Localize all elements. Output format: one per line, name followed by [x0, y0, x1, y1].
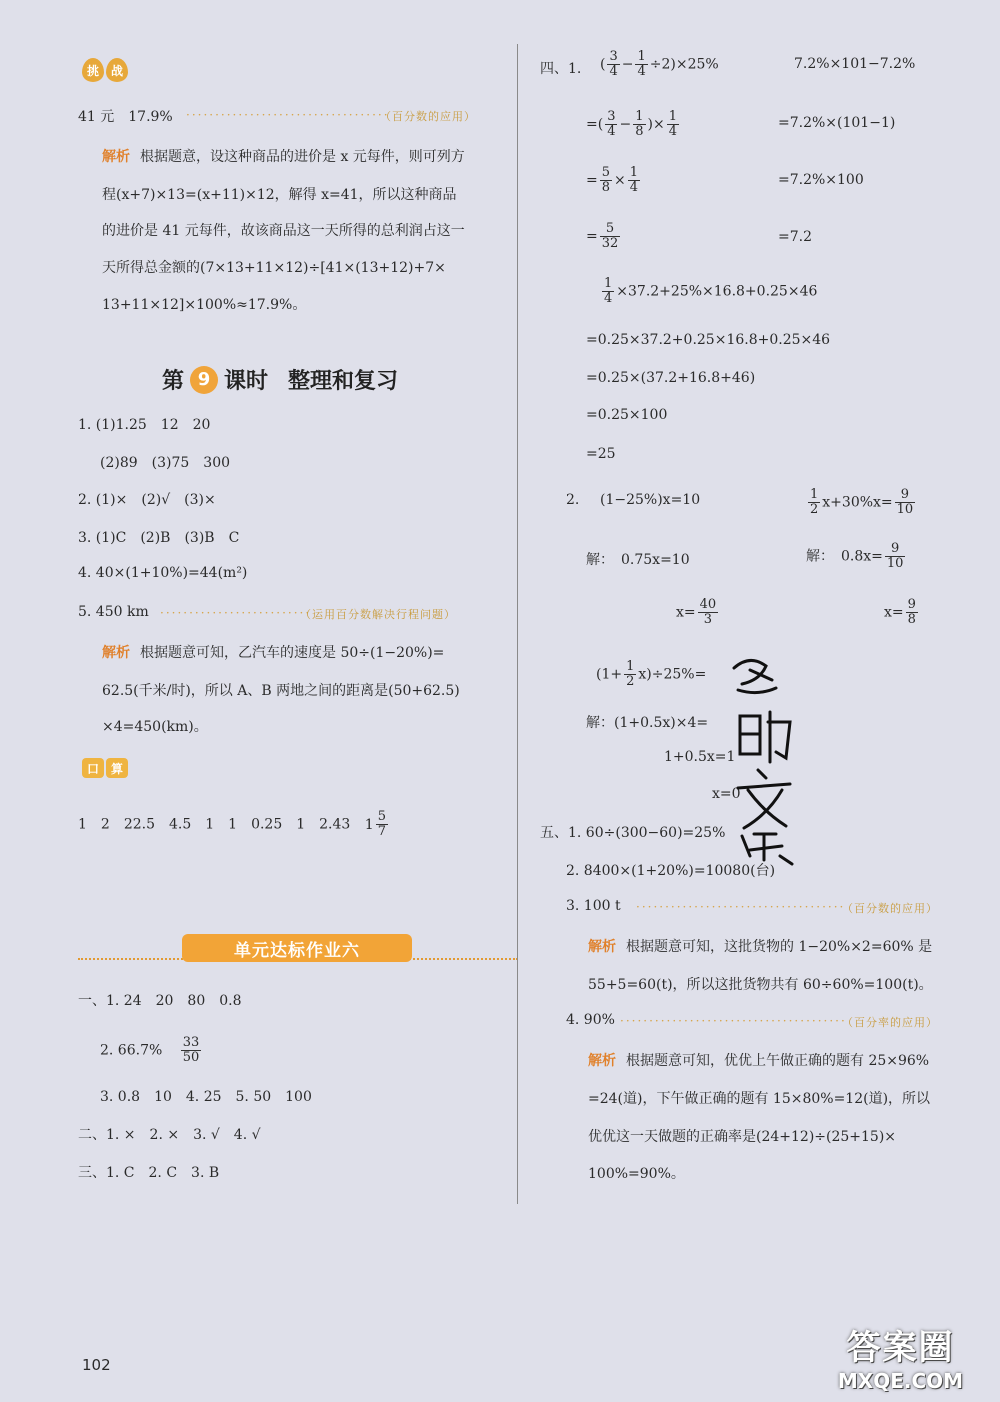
frac: $\frac{3}{4}$: [609, 49, 618, 79]
answer-2: 2. (1)× (2)√ (3)×: [78, 492, 216, 508]
frac: $\frac{3}{4}$: [607, 109, 616, 139]
eq-label: 2.: [566, 492, 580, 508]
lesson-title: [162, 364, 398, 395]
eq1-line-3: x= $\frac{40}{3}$: [676, 597, 717, 627]
lesson-name: 整理和复习: [288, 369, 399, 394]
dotted-leader: ···································: [186, 108, 390, 122]
challenge-analysis-line-2: 程(x+7)×13=(x+11)×12，解得 x=41，所以这种商品: [102, 187, 457, 203]
answer-3: 3. (1)C (2)B (3)B C: [78, 530, 240, 546]
calc2-line-4: =7.2: [778, 229, 812, 245]
lesson-prefix: 第: [162, 369, 185, 394]
frac: $\frac{9}{10}$: [896, 487, 914, 517]
calc1-line-3: = $\frac{5}{8}$ × $\frac{1}{4}$: [586, 165, 639, 195]
unit-banner: [78, 930, 518, 966]
unit-line-3: 3. 0.8 10 4. 25 5. 50 100: [100, 1089, 312, 1105]
calc1-line-1: ( $\frac{3}{4}$ − $\frac{1}{4}$ ÷2)×25%: [600, 49, 719, 79]
section-5-q3-label: 解析: [588, 939, 616, 955]
calc1-line-2: =( $\frac{3}{4}$ − $\frac{1}{8}$ )× $\frac{1}{4}$: [586, 109, 677, 139]
column-divider: [517, 44, 518, 1204]
section-5-q4: 4. 90%: [566, 1012, 615, 1028]
eq3-line-3: 1+0.5x=1: [664, 749, 736, 765]
oral-answers-text: 1 2 22.5 4.5 1 1 0.25 1 2.43: [78, 816, 351, 833]
frac: $\frac{5}{32}$: [601, 221, 619, 251]
section-5-q3: 3. 100 t: [566, 898, 621, 914]
calc3-line-4: =0.25×100: [586, 407, 668, 423]
calc2-line-2: =7.2%×(101−1): [778, 115, 896, 131]
section-5-q4-label: 解析: [588, 1053, 616, 1069]
challenge-badge-2: 战: [106, 58, 128, 82]
eq3-line-1: (1+ $\frac{1}{2}$ x)÷25%=: [596, 659, 707, 689]
frac: $\frac{1}{2}$: [810, 487, 819, 517]
unit-title: 单元达标作业六: [182, 934, 412, 962]
lesson-suffix: 课时: [224, 369, 269, 394]
eq3-line-2: 解：(1+0.5x)×4=: [586, 715, 709, 731]
frac: $\frac{1}{4}$: [668, 109, 677, 139]
calc3-line-5: =25: [586, 446, 616, 462]
oral-last-whole: 1: [364, 816, 374, 833]
watermark-title: 答案圈: [846, 1328, 955, 1368]
eq2-line-2: 解： 0.8x= $\frac{9}{10}$: [806, 541, 904, 571]
section-5-line-1: 五、1. 60÷(300−60)=25%: [540, 825, 726, 841]
watermark-url: MXQE.COM: [837, 1369, 964, 1393]
frac: $\frac{1}{4}$: [629, 165, 639, 195]
challenge-analysis-line-1: 根据题意，设这种商品的进价是 x 元每件，则可列方: [140, 149, 465, 165]
section-5-q4-analysis-3: 优优这一天做题的正确率是(24+12)÷(25+15)×: [588, 1129, 897, 1145]
unit-line-1: 一、1. 24 20 80 0.8: [78, 993, 242, 1009]
answer-4: 4. 40×(1+10%)=44(m²): [78, 565, 248, 581]
frac: $\frac{1}{2}$: [626, 659, 635, 689]
challenge-analysis-label: 解析: [102, 149, 130, 165]
oral-badge-1: 口: [82, 758, 104, 778]
challenge-analysis-line-4: 天所得总金额的(7×13+11×12)÷[41×(13+12)+7×: [102, 260, 446, 276]
frac: $\frac{5}{8}$: [601, 165, 611, 195]
handwritten-scribble: [720, 650, 810, 870]
section-5-q4-note: （百分率的应用）: [842, 1016, 938, 1029]
page-number: 102: [82, 1356, 111, 1374]
answer-5-analysis-label: 解析: [102, 645, 130, 661]
oral-last-fraction: $\frac{5}{7}$: [377, 809, 386, 839]
unit-line-5: 三、1. C 2. C 3. B: [78, 1165, 220, 1181]
watermark-logo: [808, 1320, 993, 1396]
eq3-line-4: x=0: [712, 786, 741, 802]
frac: $\frac{1}{4}$: [637, 49, 646, 79]
answer-1-line-2: (2)89 (3)75 300: [100, 455, 231, 471]
eq1-line-1: (1−25%)x=10: [600, 492, 701, 508]
eq2-line-1: $\frac{1}{2}$ x+30%x= $\frac{9}{10}$: [810, 487, 914, 517]
answer-5-note: （运用百分数解决行程问题）: [300, 608, 456, 621]
challenge-note: （百分数的应用）: [380, 110, 476, 123]
dotted-leader: ·······································: [620, 1014, 847, 1028]
section-5-line-2: 2. 8400×(1+20%)=10080(台): [566, 863, 776, 879]
frac: $\frac{9}{8}$: [907, 597, 916, 627]
frac: $\frac{40}{3}$: [699, 597, 717, 627]
calc1-line-4: = $\frac{5}{32}$: [586, 221, 619, 251]
frac: $\frac{9}{10}$: [886, 541, 904, 571]
unit-line-4: 二、1. × 2. × 3. √ 4. √: [78, 1127, 261, 1143]
calc2-line-3: =7.2%×100: [778, 172, 864, 188]
section-5-q3-analysis-1: 根据题意可知，这批货物的 1−20%×2=60% 是: [626, 939, 933, 955]
challenge-analysis-line-5: 13+11×12]×100%≈17.9%。: [102, 297, 307, 313]
calc3-line-1: $\frac{1}{4}$ ×37.2+25%×16.8+0.25×46: [604, 276, 818, 306]
unit-line-2-text: 2. 66.7%: [100, 1042, 163, 1059]
answer-1-line-1: 1. (1)1.25 12 20: [78, 417, 211, 433]
frac: $\frac{1}{8}$: [635, 109, 644, 139]
section-4-label: 四、1.: [540, 61, 582, 77]
unit-line-2-fraction: $\frac{33}{50}$: [182, 1035, 200, 1065]
unit-line-2: [100, 1036, 203, 1065]
section-5-q4-analysis-2: =24(道)，下午做正确的题有 15×80%=12(道)，所以: [588, 1091, 931, 1107]
answer-5-analysis-line-2: 62.5(千米/时)，所以 A、B 两地之间的距离是(50+62.5): [102, 683, 460, 699]
oral-answers: [78, 810, 390, 839]
calc2-line-1: 7.2%×101−7.2%: [794, 56, 916, 72]
answer-5-analysis-line-1: 根据题意可知，乙汽车的速度是 50÷(1−20%)=: [140, 645, 445, 661]
dotted-leader: ····································: [636, 900, 846, 914]
answer-5-analysis-line-3: ×4=450(km)。: [102, 719, 208, 735]
calc3-line-2: =0.25×37.2+0.25×16.8+0.25×46: [586, 332, 831, 348]
calc3-line-3: =0.25×(37.2+16.8+46): [586, 370, 756, 386]
eq2-line-3: x= $\frac{9}{8}$: [884, 597, 916, 627]
challenge-badge-1: 挑: [82, 58, 104, 82]
frac: $\frac{1}{4}$: [604, 276, 613, 306]
section-5-q4-analysis-4: 100%=90%。: [588, 1166, 685, 1182]
challenge-analysis-line-3: 的进价是 41 元每件，故该商品这一天所得的总利润占这一: [102, 223, 465, 239]
section-5-q3-note: （百分数的应用）: [842, 902, 938, 915]
oral-badge-2: 算: [106, 758, 128, 778]
section-5-q3-analysis-2: 55+5=60(t)，所以这批货物共有 60÷60%=100(t)。: [588, 977, 933, 993]
dotted-leader: ··························: [160, 606, 312, 620]
section-5-q4-analysis-1: 根据题意可知，优优上午做正确的题有 25×96%: [626, 1053, 930, 1069]
lesson-number-badge: 9: [190, 366, 218, 394]
challenge-answer: 41 元 17.9%: [78, 109, 173, 125]
answer-5: 5. 450 km: [78, 604, 149, 620]
eq1-line-2: 解： 0.75x=10: [586, 552, 690, 568]
